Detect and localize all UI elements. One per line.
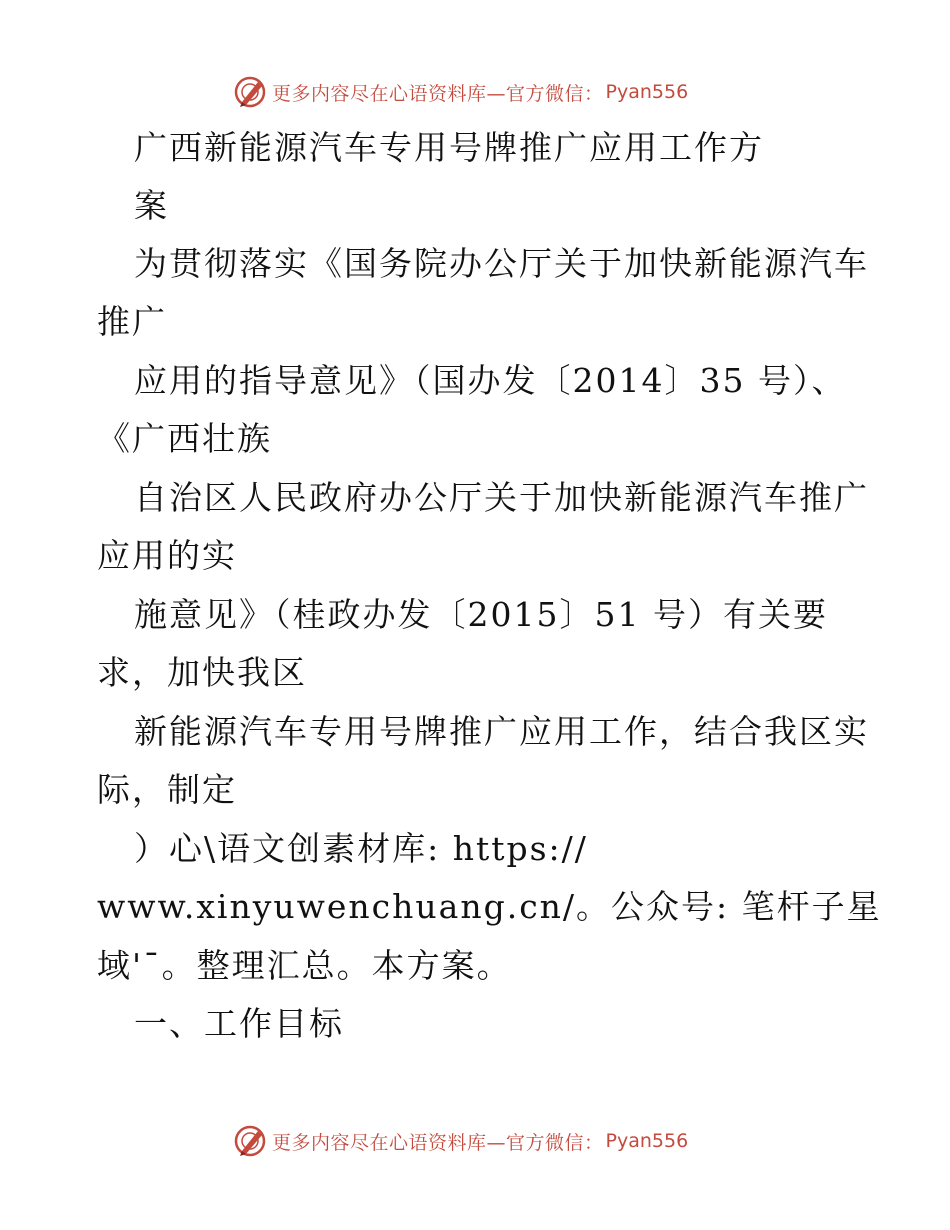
document-title-line: 案 — [134, 186, 169, 225]
document-text-line: 求，加快我区 — [97, 653, 307, 692]
pen-logo-icon — [232, 1123, 268, 1159]
document-text-line: 应用的实 — [97, 536, 237, 575]
document-text-line: www.xinyuwenchuang.cn/。公众号: 笔杆子星 — [97, 887, 882, 926]
document-text-line: 域'¯。整理汇总。本方案。 — [97, 946, 512, 985]
document-text-line: 施意见》（桂政办发〔2015〕51 号）有关要 — [134, 595, 828, 634]
document-text-line: 自治区人民政府办公厅关于加快新能源汽车推广 — [134, 478, 869, 517]
document-text-line: 为贯彻落实《国务院办公厅关于加快新能源汽车 — [134, 244, 869, 283]
header-banner — [232, 72, 688, 112]
document-text-line: 际，制定 — [97, 770, 237, 809]
footer-wechat-id: Pyan556 — [605, 1130, 689, 1152]
document-text-line: 新能源汽车专用号牌推广应用工作，结合我区实 — [134, 712, 869, 751]
document-text-line: 应用的指导意见》（国办发〔2014〕35 号）、 — [134, 361, 847, 400]
pen-logo-icon — [232, 74, 268, 110]
footer-banner-text: 更多内容尽在心语资料库—官方微信： — [272, 1131, 604, 1154]
footer-banner — [232, 1121, 688, 1161]
document-text-line: ）心\语文创素材库: https:// — [134, 829, 588, 868]
document-title-line: 广西新能源汽车专用号牌推广应用工作方 — [134, 128, 764, 167]
section-heading: 一、工作目标 — [134, 1004, 344, 1043]
header-banner-text: 更多内容尽在心语资料库—官方微信： — [272, 82, 604, 105]
document-text-line: 《广西壮族 — [97, 419, 272, 458]
document-text-line: 推广 — [97, 302, 167, 341]
header-wechat-id: Pyan556 — [605, 81, 689, 103]
